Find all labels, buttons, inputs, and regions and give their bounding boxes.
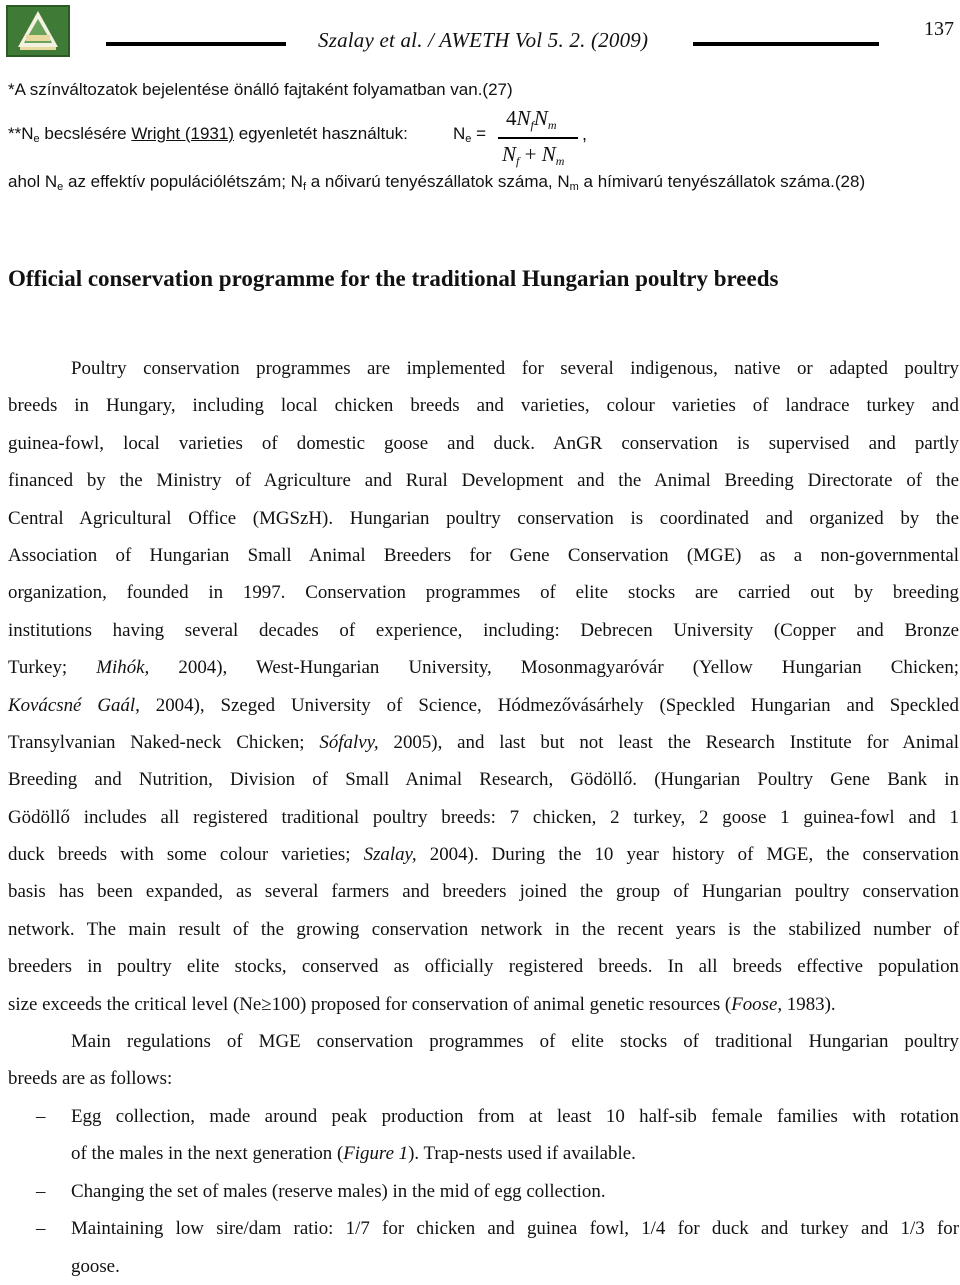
footnote-1: *A színváltozatok bejelentése önálló fajtaként folyamatban van.(27) [8, 80, 513, 99]
text-line: Transylvanian Naked-neck Chicken; Sófalvy, 2005), and last but not least the Research Institute for Animal [8, 731, 959, 753]
text-line: Main regulations of MGE conservation programmes of elite stocks of traditional Hungarian poultry [71, 1031, 959, 1052]
regulation-list [8, 1098, 959, 1285]
header-rule-right [693, 42, 879, 46]
dash-bullet: – [36, 1180, 46, 1202]
page-number: 137 [924, 18, 954, 40]
logo-graphic [8, 7, 68, 55]
running-header: Szalay et al. / AWETH Vol 5. 2. (2009) [318, 28, 649, 52]
fraction-bar [498, 137, 578, 139]
footnote-2: $**N_e$ becslésére Wright (1931) egyenletét használtuk: [8, 124, 408, 145]
citation-link[interactable]: Wright (1931) [131, 124, 234, 143]
text-line: Breeding and Nutrition, Division of Small Animal Research, Gödöllő. (Hungarian Poultry Gene Bank in [8, 769, 959, 791]
text-line: network. The main result of the growing conservation network in the recent years is the stabilized number of [8, 918, 959, 940]
text-line: Gödöllő includes all registered traditional poultry breeds: 7 chicken, 2 turkey, 2 goose 1 guinea-fowl and 1 [8, 806, 959, 828]
paragraph-1 [8, 350, 959, 1023]
text-line: size exceeds the critical level (Ne≥100) proposed for conservation of animal genetic resources (Foose, 1983). [8, 993, 836, 1015]
formula-comma: , [582, 124, 588, 144]
dash-bullet: – [36, 1106, 46, 1127]
footnote-3: ahol $N_e$ az effektív populációlétszám; $N_f$ a nőivarú tenyészállatok száma, $N_m$ a hímivarú tenyészállatok száma.(28) [8, 172, 866, 193]
ne-label: $N_e$ = [453, 124, 487, 145]
list-item: – Changing the set of males (reserve males) in the mid of egg collection. [8, 1173, 959, 1210]
list-item: – Egg collection, made around peak production from at least 10 half-sib female families with rotation of the males in the next generation (Figure 1). Trap-nests used if available. [8, 1098, 959, 1173]
text-line: Turkey; Mihók, 2004), West-Hungarian University, Mosonmagyaróvár (Yellow Hungarian Chicken; [8, 657, 960, 679]
dash-bullet: – [36, 1218, 46, 1240]
header-rule-left [106, 42, 286, 46]
text-line: Association of Hungarian Small Animal Breeders for Gene Conservation (MGE) as a non-governmental [8, 544, 959, 566]
section-heading: Official conservation programme for the traditional Hungarian poultry breeds [8, 266, 779, 291]
text-line: duck breeds with some colour varieties; Szalay, 2004). During the 10 year history of MGE, the conservation [8, 844, 960, 866]
paragraph-2 [8, 1023, 959, 1098]
text-line: organization, founded in 1997. Conservation programmes of elite stocks are carried out by breeding [8, 582, 959, 604]
text-line: Kovácsné Gaál, 2004), Szeged University of Science, Hódmezővásárhely (Speckled Hungarian and Speckled [8, 694, 959, 716]
text-line: guinea-fowl, local varieties of domestic goose and duck. AnGR conservation is supervised and partly [8, 432, 959, 454]
formula-denominator: $N_f + N_m$ [502, 142, 565, 168]
text-line: Central Agricultural Office (MGSzH). Hungarian poultry conservation is coordinated and organized by the [8, 507, 959, 529]
text-line: breeds are as follows: [8, 1068, 173, 1090]
text-line: breeders in poultry elite stocks, conserved as officially registered breeds. In all breeds effective population [8, 956, 959, 978]
text-line: basis has been expanded, as several farmers and breeders joined the group of Hungarian poultry conservation [8, 881, 959, 903]
formula-numerator: $4N_fN_m$ [506, 106, 557, 132]
text-line: breeds in Hungary, including local chicken breeds and varieties, colour varieties of landrace turkey and [8, 395, 959, 417]
text-line: institutions having several decades of experience, including: Debrecen University (Copper and Bronze [8, 619, 959, 641]
journal-logo [6, 5, 70, 57]
list-item: – Maintaining low sire/dam ratio: 1/7 for chicken and guinea fowl, 1/4 for duck and turkey and 1/3 for goose. [8, 1210, 959, 1285]
text-line: Poultry conservation programmes are implemented for several indigenous, native or adapted poultry [71, 358, 959, 379]
text-line: financed by the Ministry of Agriculture and Rural Development and the Animal Breeding Directorate of the [8, 470, 959, 492]
ne-formula [498, 104, 588, 174]
